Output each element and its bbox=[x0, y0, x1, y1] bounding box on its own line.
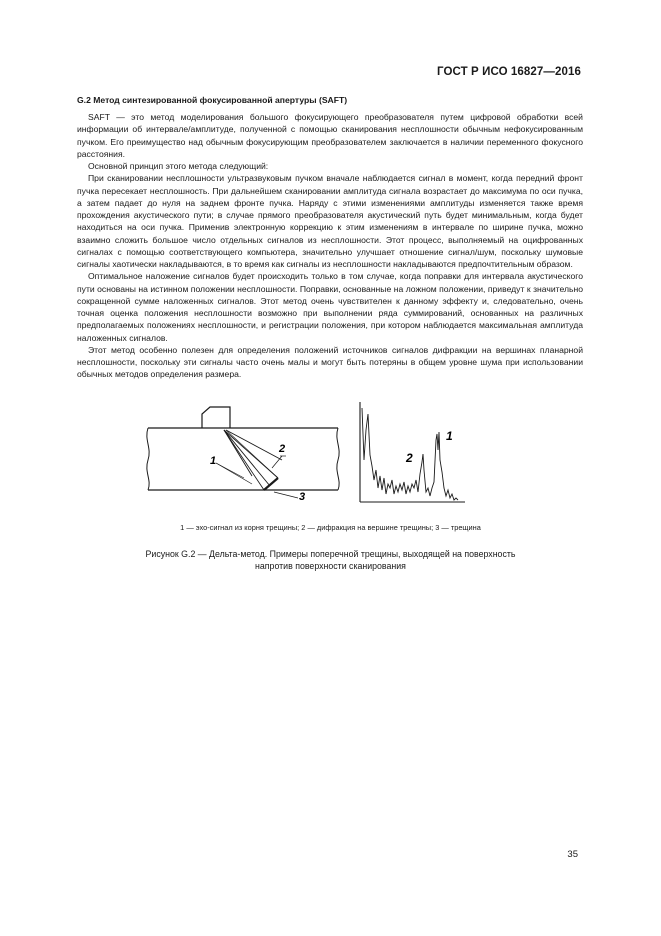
probe-wedge bbox=[202, 407, 230, 428]
figure-caption bbox=[90, 548, 571, 572]
figure-key: 1 — эхо-сигнал из корня трещины; 2 — дифракция на вершине трещины; 3 — трещина bbox=[180, 523, 481, 532]
label-2-left: 2 bbox=[279, 443, 286, 455]
crack bbox=[264, 478, 278, 490]
label-2-right: 2 bbox=[406, 451, 413, 465]
figure-caption-line-1: Рисунок G.2 — Дельта-метод. Примеры поперечной трещины, выходящей на поверхность bbox=[145, 549, 516, 559]
page-number: 35 bbox=[567, 849, 578, 860]
paragraph: Оптимальное наложение сигналов будет происходить только в том случае, когда поправки для интервала акустического пути основаны на истинном положении несплошности. Поправки, основанные на ложном положении, приведут к значительно сокращенной сумме наложенных сигналов. Этот метод очень чувствителен к данному эффекту и, следовательно, очень точная оценка положения несплошности возможно при выполнении ряда суммирований, основанных на различных предполагаемых положениях несплошности, и регистрации положения, при котором наблюдается максимальная амплитуда наложенных сигналов. bbox=[77, 271, 583, 343]
label-1-left: 1 bbox=[210, 455, 217, 467]
label-1-right: 1 bbox=[446, 429, 453, 443]
paragraph: Основной принцип этого метода следующий: bbox=[88, 161, 269, 171]
paragraph: SAFT — это метод моделирования большого фокусирующего преобразователя путем цифровой обработки всей информации об интервале/амплитуде, полученной с помощью сканирования несплошности обычным нефокусированным пучком. Его преимущество над обычным фокусирующим преобразователем заключается в наличии переменного фокусного расстояния. bbox=[77, 112, 583, 159]
document-header: ГОСТ Р ИСО 16827—2016 bbox=[436, 66, 581, 78]
section-title: G.2 Метод синтезированной фокусированной апертуры (SAFT) bbox=[77, 95, 348, 105]
specimen-left-break bbox=[147, 428, 149, 490]
paragraph: Этот метод особенно полезен для определения положений источников сигналов дифракции на вершинах планарной несплошности, поскольку эти сигналы часто очень малы и могут быть потеряны в общем уровне шума при использовании обычных методов определения размера. bbox=[77, 344, 583, 380]
leader-lines bbox=[216, 456, 298, 498]
specimen-drawing bbox=[147, 407, 339, 498]
body-text bbox=[77, 111, 583, 381]
specimen-right-break bbox=[337, 428, 339, 490]
label-3-left: 3 bbox=[299, 491, 306, 503]
paragraph: При сканировании несплошности ультразвуковым пучком вначале наблюдается сигнал в момент, когда передний фронт пучка пересекает несплошность. При дальнейшем сканировании амплитуда сигнала возрастает до максимума по оси пучка, а затем падает до нуля на заднем фронте пучка. Наряду с этими изменениями амплитуды изменяется также время прохождения акустического пути; в случае прямого преобразователя акустический путь будет минимальным, когда будет находиться на оси пучка. Применив электронную коррекцию к этим изменениям в интервале по ширине пучка, можно взаимно сложить большое число отдельных сигналов из несплошности. Этот процесс, выполняемый на оцифрованных сигналах с помощью соответствующего компьютера, значительно улучшает отношение сигнал/шум, поскольку шумовые сигналы хаотически накладываются, в то время как сигналы из несплошности накладываются предпочтительным образом. bbox=[77, 173, 583, 269]
figure-caption-line-2: напротив поверхности сканирования bbox=[255, 561, 406, 571]
delta-method-figure bbox=[140, 400, 520, 512]
